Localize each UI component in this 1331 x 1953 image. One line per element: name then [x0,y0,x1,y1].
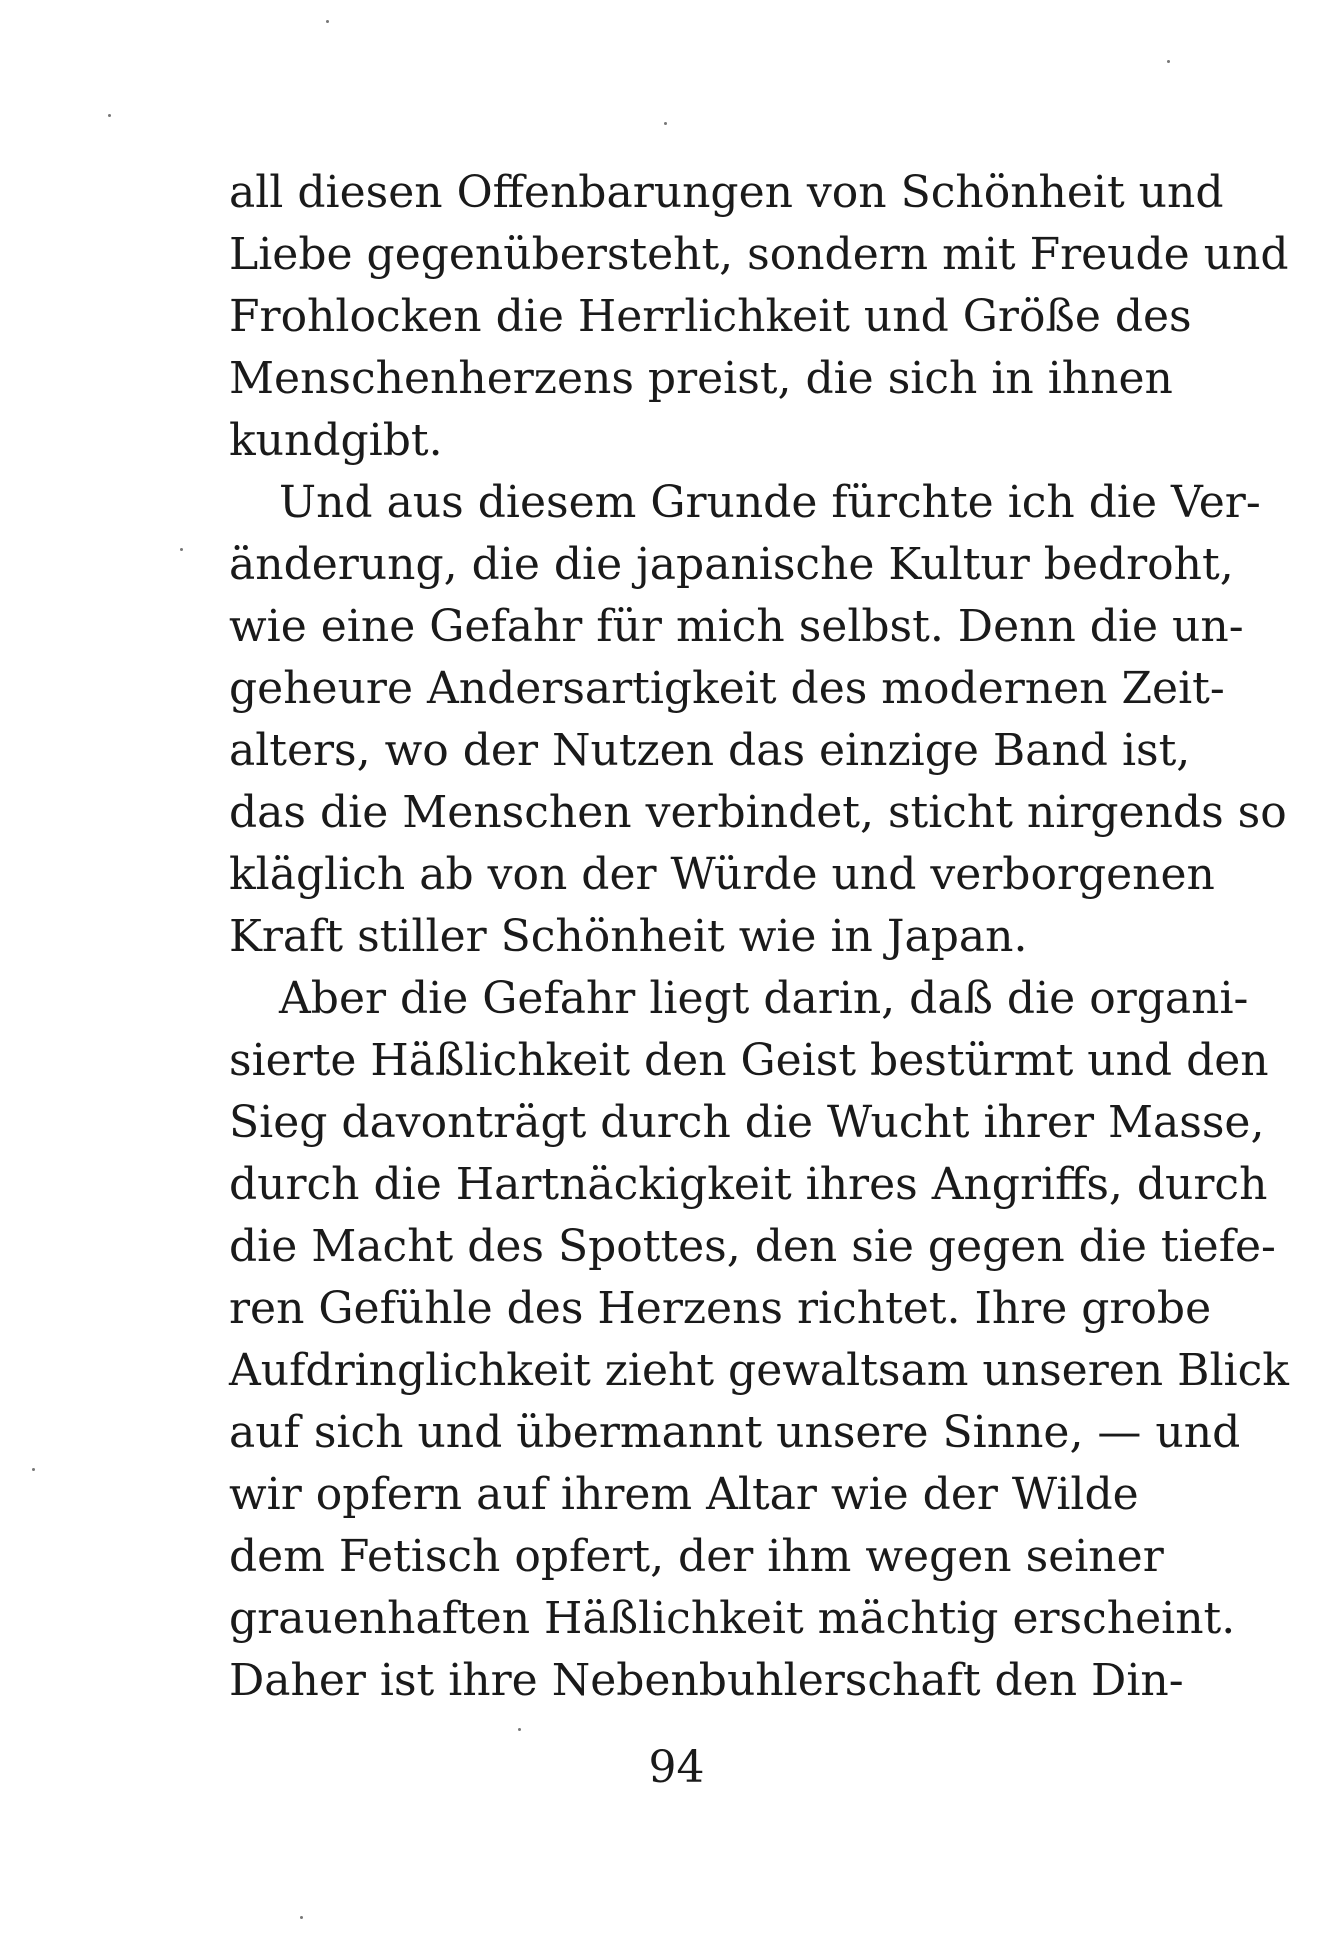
text-line: wir opfern auf ihrem Altar wie der Wilde [229,1469,1139,1520]
paper-speck [326,20,329,23]
text-line: kläglich ab von der Würde und verborgenen [229,849,1215,900]
text-line: sierte Häßlichkeit den Geist bestürmt und den [229,1035,1269,1086]
text-line: durch die Hartnäckigkeit ihres Angriffs, durch [229,1159,1268,1210]
text-line: Menschenherzens preist, die sich in ihnen [229,353,1173,404]
text-line: Liebe gegenübersteht, sondern mit Freude und [229,229,1289,280]
paper-speck [300,1916,303,1919]
text-line: Und aus diesem Grunde fürchte ich die Ver- [279,477,1261,528]
text-line: ren Gefühle des Herzens richtet. Ihre grobe [229,1283,1212,1334]
text-line: all diesen Offenbarungen von Schönheit und [229,167,1224,218]
text-line: die Macht des Spottes, den sie gegen die tiefe- [229,1221,1276,1272]
paper-speck [1167,60,1170,63]
text-line: wie eine Gefahr für mich selbst. Denn die un- [229,601,1244,652]
text-line: das die Menschen verbindet, sticht nirgends so [229,787,1287,838]
text-line: Sieg davonträgt durch die Wucht ihrer Masse, [229,1097,1265,1148]
text-line: alters, wo der Nutzen das einzige Band ist, [229,725,1191,776]
body-text [229,162,1289,1712]
paper-speck [664,122,667,125]
text-line: änderung, die die japanische Kultur bedroht, [229,539,1234,590]
paper-speck [180,548,183,551]
text-line: Daher ist ihre Nebenbuhlerschaft den Din- [229,1655,1184,1706]
text-line: Frohlocken die Herrlichkeit und Größe des [229,291,1192,342]
paper-speck [518,1728,521,1731]
text-line: auf sich und übermannt unsere Sinne, — und [229,1407,1241,1458]
paper-speck [32,1468,35,1471]
text-line: Aufdringlichkeit zieht gewaltsam unseren Blick [229,1345,1289,1396]
text-line: Aber die Gefahr liegt darin, daß die organi- [279,973,1249,1024]
text-line: Kraft stiller Schönheit wie in Japan. [229,911,1028,962]
text-line: grauenhaften Häßlichkeit mächtig erscheint. [229,1593,1236,1644]
text-line: geheure Andersartigkeit des modernen Zeit- [229,663,1225,714]
text-line: dem Fetisch opfert, der ihm wegen seiner [229,1531,1164,1582]
paper-speck [108,114,111,117]
page-number: 94 [648,1742,705,1793]
text-line: kundgibt. [229,415,443,466]
